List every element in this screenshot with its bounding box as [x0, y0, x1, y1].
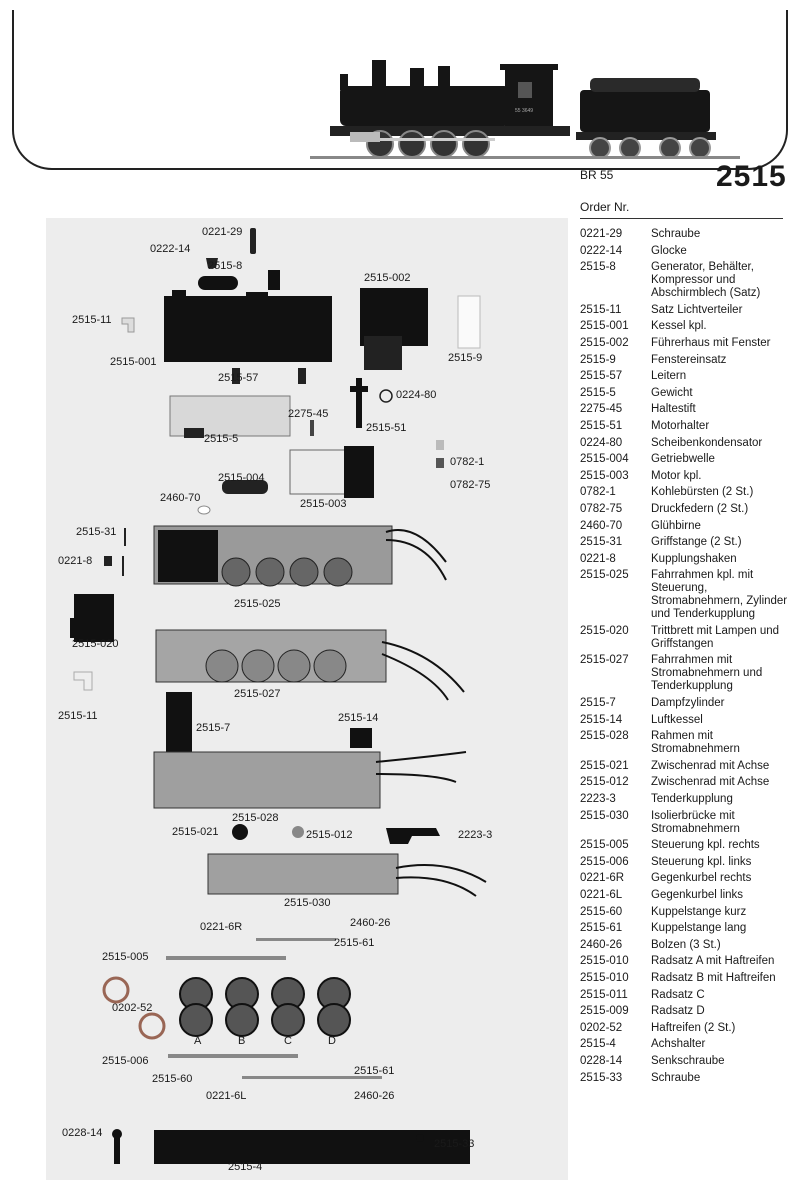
part-row: [580, 354, 790, 367]
part-number: 2515-021: [580, 759, 629, 772]
callout-2515-61-bottom: 2515-61: [354, 1065, 395, 1077]
part-number: 0202-52: [580, 1021, 623, 1034]
part-row: [580, 872, 790, 885]
callout-2515-14: 2515-14: [338, 712, 379, 724]
callout-2515-012: 2515-012: [306, 829, 353, 841]
callout-2515-31: 2515-31: [76, 526, 117, 538]
part-row: [580, 553, 790, 566]
part-number: 2515-7: [580, 697, 616, 710]
part-number: 0228-14: [580, 1054, 623, 1067]
part-row: [580, 810, 790, 836]
part-description: Radsatz B mit Haftreifen: [651, 971, 776, 984]
callout-0202-52: 0202-52: [112, 1002, 153, 1014]
part-row: [580, 503, 790, 516]
part-description: Dampfzylinder: [651, 697, 725, 710]
part-number: 0222-14: [580, 244, 623, 257]
part-description: Fenstereinsatz: [651, 353, 727, 366]
locomotive-drawing: [330, 60, 570, 157]
part-description: Radsatz C: [651, 988, 705, 1001]
part-number: 0221-6R: [580, 872, 625, 885]
part-row: [580, 370, 790, 383]
wheelset-label-a: A: [194, 1035, 202, 1047]
part-number: 0224-80: [580, 436, 623, 449]
callout-2515-9: 2515-9: [448, 352, 483, 364]
part-row: [580, 1055, 790, 1068]
part-description: Kuppelstange kurz: [651, 905, 747, 918]
part-description: Senkschraube: [651, 1054, 725, 1067]
part-number: 2515-010: [580, 971, 629, 984]
callout-2515-025: 2515-025: [234, 598, 281, 610]
part-row: [580, 714, 790, 727]
part-description: Rahmen mit Stromabnehmern: [651, 730, 740, 756]
callout-0221-6R: 0221-6R: [200, 921, 243, 933]
callout-2515-5: 2515-5: [204, 433, 239, 445]
part-number: 2515-4: [580, 1038, 616, 1051]
callout-0221-6L: 0221-6L: [206, 1090, 247, 1102]
part-row: [580, 793, 790, 806]
callout-0221-29: 0221-29: [202, 226, 243, 238]
part-row: [580, 1072, 790, 1085]
part-description: Zwischenrad mit Achse: [651, 776, 770, 789]
part-row: [580, 1022, 790, 1035]
part-number: 2515-11: [580, 303, 622, 316]
part-number: 2515-60: [580, 905, 623, 918]
part-row: [580, 906, 790, 919]
wheelset-label-d: D: [328, 1035, 336, 1047]
part-description: Schraube: [651, 1071, 701, 1084]
callout-0782-1: 0782-1: [450, 456, 485, 468]
part-row: [580, 337, 790, 350]
callout-2515-030: 2515-030: [284, 897, 331, 909]
callout-2515-021: 2515-021: [172, 826, 219, 838]
callout-0222-14: 0222-14: [150, 243, 191, 255]
part-number: 2515-010: [580, 955, 629, 968]
part-number: 0782-75: [580, 502, 623, 515]
part-number: 0221-8: [580, 552, 616, 565]
part-row: [580, 320, 790, 333]
callout-2515-006: 2515-006: [102, 1055, 149, 1067]
part-description: Radsatz A mit Haftreifen: [651, 955, 775, 968]
callout-0782-75: 0782-75: [450, 479, 491, 491]
part-row: [580, 839, 790, 852]
part-description: Druckfedern (2 St.): [651, 502, 749, 515]
part-row: [580, 939, 790, 952]
part-description: Fahrrahmen mit Stromabnehmern und Tenderkupplung: [651, 654, 763, 693]
callout-2223-3: 2223-3: [458, 829, 493, 841]
part-description: Radsatz D: [651, 1005, 705, 1018]
callout-2515-027: 2515-027: [234, 688, 281, 700]
callout-2515-51: 2515-51: [366, 422, 407, 434]
callout-2515-11-bottom: 2515-11: [58, 710, 98, 722]
callout-0221-8: 0221-8: [58, 555, 93, 567]
callout-2460-70: 2460-70: [160, 492, 201, 504]
part-number: 2515-004: [580, 453, 629, 466]
callout-2275-45: 2275-45: [288, 408, 329, 420]
part-row: [580, 536, 790, 549]
part-row: [580, 520, 790, 533]
part-description: Trittbrett mit Lampen und Griffstangen: [651, 624, 780, 650]
part-row: [580, 245, 790, 258]
part-description: Kupplungshaken: [651, 552, 737, 565]
part-row: [580, 730, 790, 756]
parts-list: [580, 228, 790, 1088]
part-description: Gegenkurbel links: [651, 889, 744, 901]
model-number: 2515: [716, 160, 787, 193]
part-description: Motorhalter: [651, 419, 710, 432]
part-description: Glocke: [651, 244, 687, 257]
part-description: Motor kpl.: [651, 469, 702, 482]
part-description: Haltestift: [651, 403, 696, 416]
part-number: 2515-011: [580, 988, 628, 1001]
part-description: Kuppelstange lang: [651, 922, 747, 935]
part-description: Tenderkupplung: [651, 793, 733, 806]
callout-2515-003: 2515-003: [300, 498, 347, 510]
callout-2460-26-top: 2460-26: [350, 917, 391, 929]
part-number: 2515-027: [580, 654, 629, 667]
part-description: Bolzen (3 St.): [651, 938, 721, 951]
part-row: [580, 387, 790, 400]
part-row: [580, 261, 790, 300]
callout-2460-26-bottom: 2460-26: [354, 1090, 395, 1102]
callout-2515-020: 2515-020: [72, 638, 119, 650]
callout-2515-33: 2515-33: [434, 1138, 475, 1150]
part-number: 2275-45: [580, 403, 623, 416]
exploded-diagram: [46, 218, 568, 1180]
callout-2515-005: 2515-005: [102, 951, 149, 963]
track-rail: [310, 156, 740, 159]
part-description: Glühbirne: [651, 519, 701, 532]
part-number: 2515-5: [580, 386, 616, 399]
part-description: Gegenkurbel rechts: [651, 872, 752, 885]
callout-2515-004: 2515-004: [218, 472, 265, 484]
part-row: [580, 922, 790, 935]
part-description: Luftkessel: [651, 713, 703, 726]
part-number: 2460-70: [580, 519, 623, 532]
part-number: 2515-005: [580, 839, 629, 852]
part-description: Steuerung kpl. links: [651, 855, 752, 868]
part-number: 2223-3: [580, 793, 616, 806]
part-row: [580, 989, 790, 1002]
part-row: [580, 420, 790, 433]
wheelset-label-b: B: [238, 1035, 246, 1047]
callout-2515-7: 2515-7: [196, 722, 231, 734]
part-description: Getriebwelle: [651, 453, 715, 466]
part-row: [580, 625, 790, 651]
part-number: 2515-009: [580, 1005, 629, 1018]
order-header-rule: [580, 218, 783, 219]
part-number: 2515-012: [580, 776, 629, 789]
part-number: 2515-002: [580, 336, 629, 349]
callout-0224-80: 0224-80: [396, 389, 437, 401]
part-number: 0221-6L: [580, 889, 623, 901]
part-number: 2515-006: [580, 855, 629, 868]
part-row: [580, 889, 790, 902]
callout-0228-14: 0228-14: [62, 1127, 103, 1139]
part-description: Achshalter: [651, 1038, 706, 1051]
part-number: 2515-8: [580, 261, 616, 274]
callout-2515-11-top: 2515-11: [72, 314, 112, 326]
part-number: 0782-1: [580, 486, 616, 499]
part-row: [580, 972, 790, 985]
part-number: 2460-26: [580, 938, 623, 951]
order-number-header: Order Nr.: [580, 200, 630, 214]
callout-2515-4: 2515-4: [228, 1161, 263, 1173]
part-description: Generator, Behälter, Kompressor und Abschirmblech (Satz): [651, 261, 761, 300]
part-description: Haftreifen (2 St.): [651, 1021, 736, 1034]
part-number: 2515-028: [580, 730, 629, 743]
part-number: 2515-51: [580, 419, 623, 432]
callout-2515-002: 2515-002: [364, 272, 411, 284]
callout-2515-57: 2515-57: [218, 372, 259, 384]
part-description: Zwischenrad mit Achse: [651, 759, 770, 772]
part-number: 2515-61: [580, 922, 623, 935]
part-description: Fahrrahmen kpl. mit Steuerung, Stromabnehmern, Zylinder und Tenderkupplung: [651, 569, 788, 621]
part-row: [580, 856, 790, 869]
cab-number: 55 3649: [515, 108, 534, 114]
part-row: [580, 228, 790, 241]
part-row: [580, 470, 790, 483]
part-description: Gewicht: [651, 386, 693, 399]
part-row: [580, 955, 790, 968]
part-row: [580, 304, 790, 317]
part-number: 2515-003: [580, 469, 629, 482]
part-row: [580, 654, 790, 693]
part-number: 2515-33: [580, 1071, 623, 1084]
locomotive-photo: [310, 46, 740, 164]
part-row: [580, 437, 790, 450]
part-description: Führerhaus mit Fenster: [651, 336, 771, 349]
part-row: [580, 403, 790, 416]
callout-2515-61-top: 2515-61: [334, 937, 375, 949]
part-description: Kohlebürsten (2 St.): [651, 486, 754, 499]
part-number: 0221-29: [580, 228, 623, 240]
part-number: 2515-001: [580, 320, 629, 333]
part-row: [580, 486, 790, 499]
tender-drawing: [576, 78, 716, 158]
part-description: Leitern: [651, 370, 687, 383]
part-description: Steuerung kpl. rechts: [651, 839, 760, 852]
part-row: [580, 569, 790, 621]
part-description: Isolierbrücke mit Stromabnehmern: [651, 809, 740, 835]
part-number: 2515-030: [580, 809, 629, 822]
part-row: [580, 453, 790, 466]
callout-2515-60: 2515-60: [152, 1073, 193, 1085]
part-number: 2515-57: [580, 370, 623, 383]
part-number: 2515-9: [580, 353, 616, 366]
part-description: Griffstange (2 St.): [651, 536, 742, 549]
wheelset-label-c: C: [284, 1035, 292, 1047]
part-number: 2515-020: [580, 624, 629, 637]
part-number: 2515-14: [580, 713, 623, 726]
part-description: Scheibenkondensator: [651, 436, 763, 449]
part-description: Kessel kpl.: [651, 320, 707, 333]
part-number: 2515-025: [580, 569, 629, 582]
part-row: [580, 760, 790, 773]
part-row: [580, 697, 790, 710]
series-label: BR 55: [580, 168, 614, 182]
callout-2515-028: 2515-028: [232, 812, 279, 824]
part-description: Satz Lichtverteiler: [651, 303, 743, 316]
callout-2515-8: 2515-8: [208, 260, 243, 272]
callout-2515-001: 2515-001: [110, 356, 157, 368]
part-row: [580, 776, 790, 789]
part-number: 2515-31: [580, 536, 623, 549]
part-description: Schraube: [651, 228, 701, 240]
part-row: [580, 1005, 790, 1018]
part-row: [580, 1038, 790, 1051]
